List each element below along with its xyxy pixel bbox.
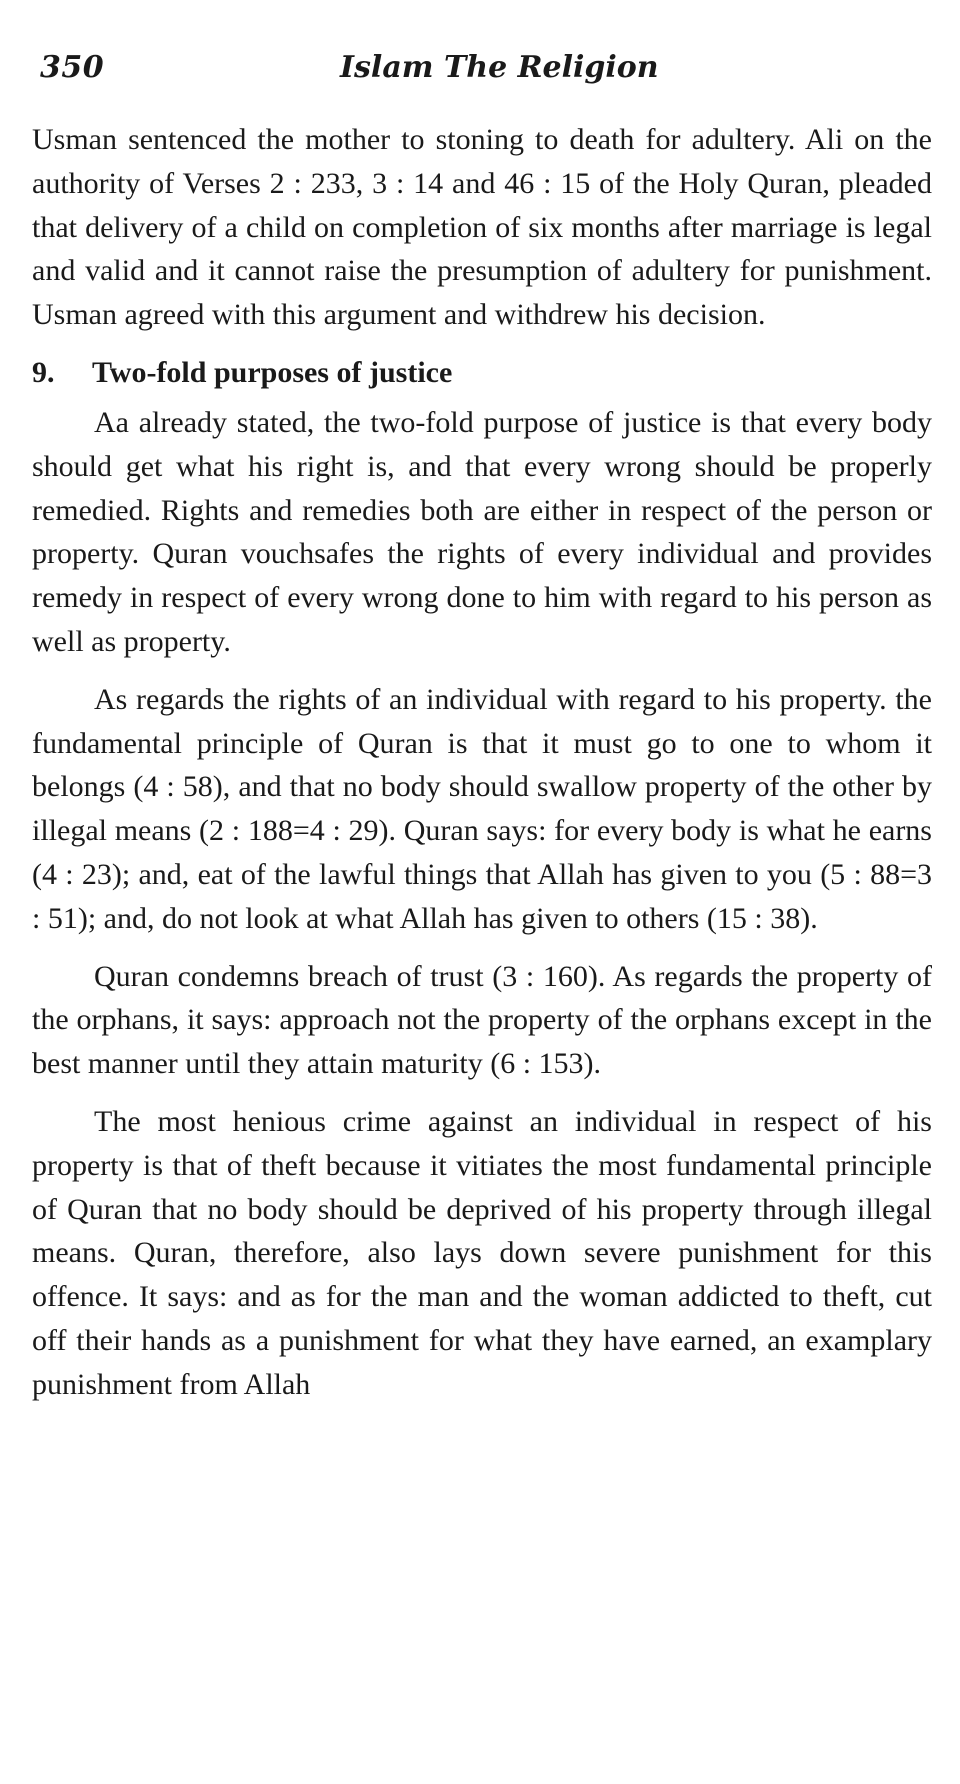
paragraph-usman-decision: Usman sentenced the mother to stoning to death for adultery. Ali on the authority of Verses 2 : 233, 3 : 14 and 46 : 15 of the Holy Quran, pleaded that delivery of a child on completion of six months after marriage is legal and valid and it cannot raise the presumption of adultery for punishment. Usman agreed with this argument and withdrew his decision.	[32, 123, 932, 332]
paragraph-property-rights: As regards the rights of an individual with regard to his property. the fundamental principle of Quran is that it must go to one to whom it belongs (4 : 58), and that no body should swallow property of the other by illegal means (2 : 188=4 : 29). Quran says: for every body is what he earns (4 : 23); and, eat of the lawful things that Allah has given to you (5 : 88=3 : 51); and, do not look at what Allah has given to others (15 : 38).	[32, 682, 932, 935]
running-title: Islam The Religion	[340, 50, 659, 85]
section-number: 9.	[32, 355, 55, 389]
paragraph-theft: The most henious crime against an individual in respect of his property is that of theft because it vitiates the most fundamental principle of Quran that no body should be deprived of his property through illegal means. Quran, therefore, also lays down severe punishment for this offence. It says: and as for the man and the woman addicted to theft, cut off their hands as a punishment for what they have earned, an examplary punishment from Allah	[32, 1104, 932, 1401]
page-header	[40, 50, 930, 100]
paragraph-two-fold-purpose: Aa already stated, the two-fold purpose of justice is that every body should get what his right is, and that every wrong should be properly remedied. Rights and remedies both are either in respect of the person or property. Quran vouchsafes the rights of every individual and provides remedy in respect of every wrong done to him with regard to his person as well as property.	[32, 405, 932, 658]
paragraph-breach-of-trust: Quran condemns breach of trust (3 : 160). As regards the property of the orphans, it says: approach not the property of the orphans except in the best manner until they attain maturity (6 : 153).	[32, 959, 932, 1081]
page-number: 350	[40, 50, 105, 85]
section-title: Two-fold purposes of justice	[92, 355, 453, 389]
body-text	[32, 118, 932, 1407]
section-heading	[32, 351, 932, 395]
